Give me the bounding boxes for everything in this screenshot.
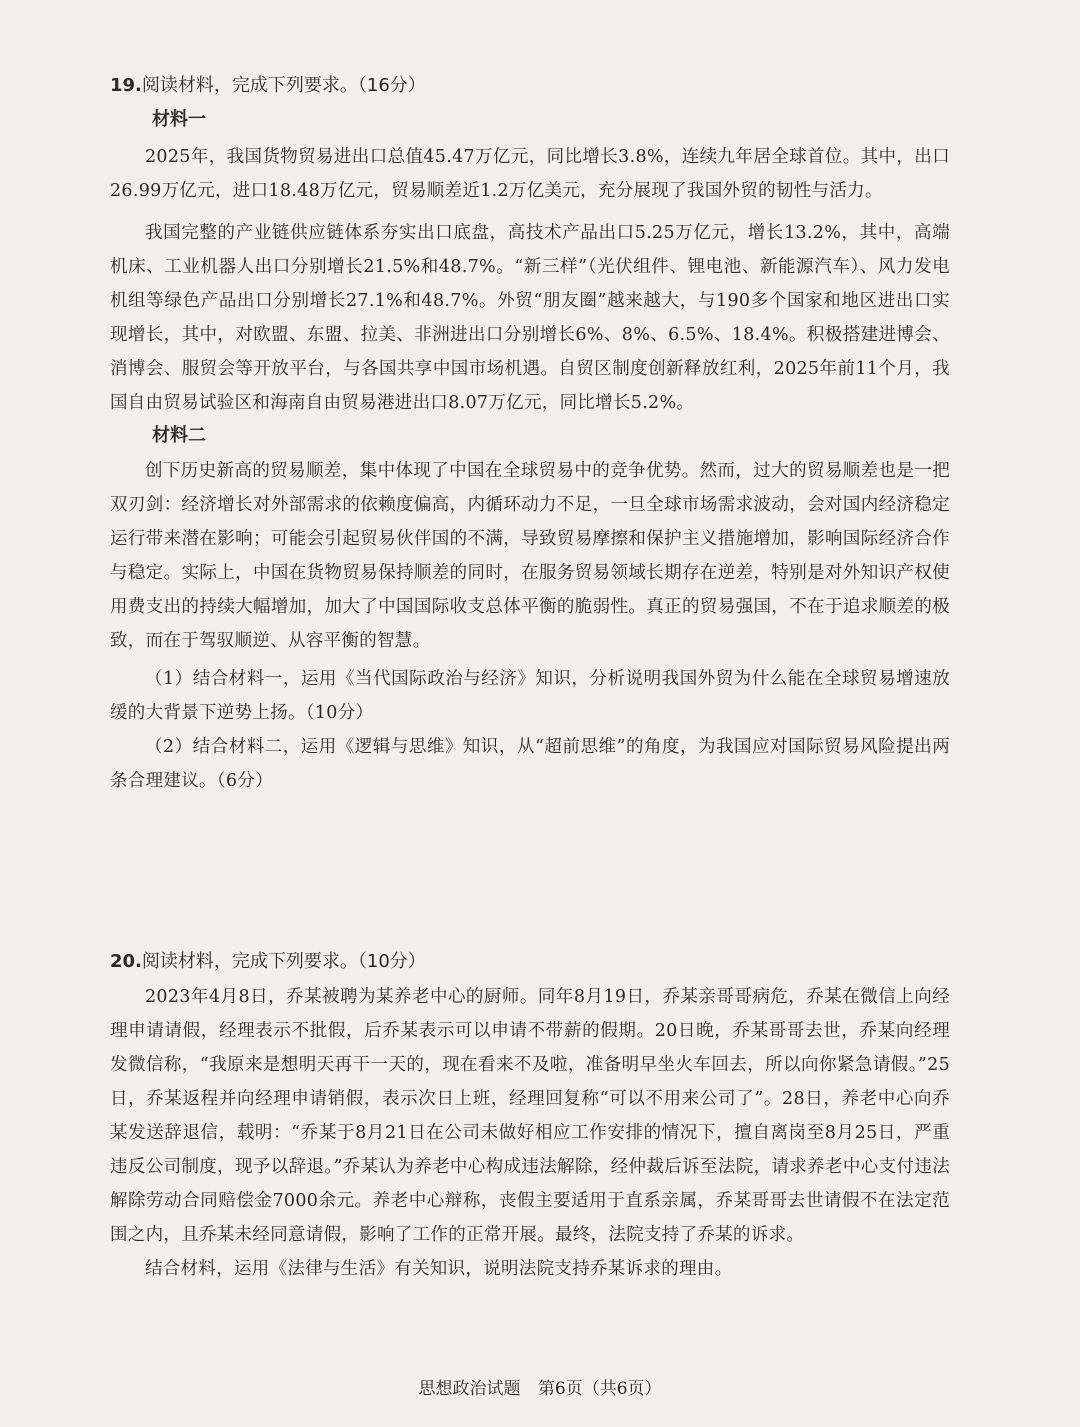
question-20-material: 2023年4月8日，乔某被聘为某养老中心的厨师。同年8月19日，乔某亲哥哥病危，乔某在微信上向经理申请请假，经理表示不批假，后乔某表示可以申请不带薪的假期。20日晚，乔某哥哥去世，乔某向经理发微信称，“我原来是想明天再干一天的，现在看来不及啦，准备明早坐火车回去，所以向你紧急请假。”25日，乔某返程并向经理申请销假，表示次日上班，经理回复称“可以不用来公司了”。28日，养老中心向乔某发送辞退信，载明：“乔某于8月21日在公司未做好相应工作安排的情况下，擅自离岗至8月25日，严重违反公司制度，现予以辞退。”乔某认为养老中心构成违法解除，经仲裁后诉至法院，请求养老中心支付违法解除劳动合同赔偿金7000余元。养老中心辩称，丧假主要适用于直系亲属，乔某哥哥去世请假不在法定范围之内，且乔某未经同意请假，影响了工作的正常开展。最终，法院支持了乔某的诉求。 [110, 987, 950, 1245]
material-2-paragraph: 创下历史新高的贸易顺差，集中体现了中国在全球贸易中的竞争优势。然而，过大的贸易顺差也是一把双刃剑：经济增长对外部需求的依赖度偏高，内循环动力不足，一旦全球市场需求波动，会对国内经济稳定运行带来潜在影响；可能会引起贸易伙伴国的不满，导致贸易摩擦和保护主义措施增加，影响国际经济合作与稳定。实际上，中国在货物贸易保持顺差的同时，在服务贸易领域长期存在逆差，特别是对外知识产权使用费支出的持续大幅增加，加大了中国国际收支总体平衡的脆弱性。真正的贸易强国，不在于追求顺差的极致，而在于驾驭顺逆、从容平衡的智慧。 [110, 461, 950, 651]
material-1-label: 材料一 [152, 109, 206, 130]
question-19-heading [110, 74, 950, 98]
material-1-paragraph-2: 我国完整的产业链供应链体系夯实出口底盘，高技术产品出口5.25万亿元，增长13.2%，其中，高端机床、工业机器人出口分别增长21.5%和48.7%。“新三样”（光伏组件、锂电池、新能源汽车）、风力发电机组等绿色产品出口分别增长27.1%和48.7%。外贸“朋友圈”越来越大，与190多个国家和地区进出口实现增长，其中，对欧盟、东盟、拉美、非洲进出口分别增长6%、8%、6.5%、18.4%。积极搭建进博会、消博会、服贸会等开放平台，与各国共享中国市场机遇。自贸区制度创新释放红利，2025年前11个月，我国自由贸易试验区和海南自由贸易港进出口8.07万亿元，同比增长5.2%。 [110, 223, 950, 413]
question-20-heading [110, 950, 950, 974]
material-1-paragraph-1: 2025年，我国货物贸易进出口总值45.47万亿元，同比增长3.8%，连续九年居全球首位。其中，出口26.99万亿元，进口18.48万亿元，贸易顺差近1.2万亿美元，充分展现了我国外贸的韧性与活力。 [110, 147, 950, 201]
footer-page-number: 第6页（共6页） [537, 1379, 662, 1399]
question-20-task: 结合材料，运用《法律与生活》有关知识，说明法院支持乔某诉求的理由。 [145, 1259, 733, 1279]
question-19-task-2: （2）结合材料二，运用《逻辑与思维》知识，从“超前思维”的角度，为我国应对国际贸易风险提出两条合理建议。（6分） [110, 737, 950, 791]
question-19-task-1: （1）结合材料一，运用《当代国际政治与经济》知识，分析说明我国外贸为什么能在全球贸易增速放缓的大背景下逆势上扬。（10分） [110, 669, 950, 723]
question-20 [110, 950, 950, 1286]
footer-subject: 思想政治试题 [418, 1379, 521, 1399]
question-title: 阅读材料，完成下列要求。（10分） [141, 951, 426, 972]
question-19 [110, 74, 950, 798]
page-footer [0, 1374, 1080, 1399]
question-title: 阅读材料，完成下列要求。（16分） [141, 75, 426, 96]
material-2-label: 材料二 [152, 425, 206, 446]
question-number: 20. [110, 951, 142, 972]
question-number: 19. [110, 75, 142, 96]
